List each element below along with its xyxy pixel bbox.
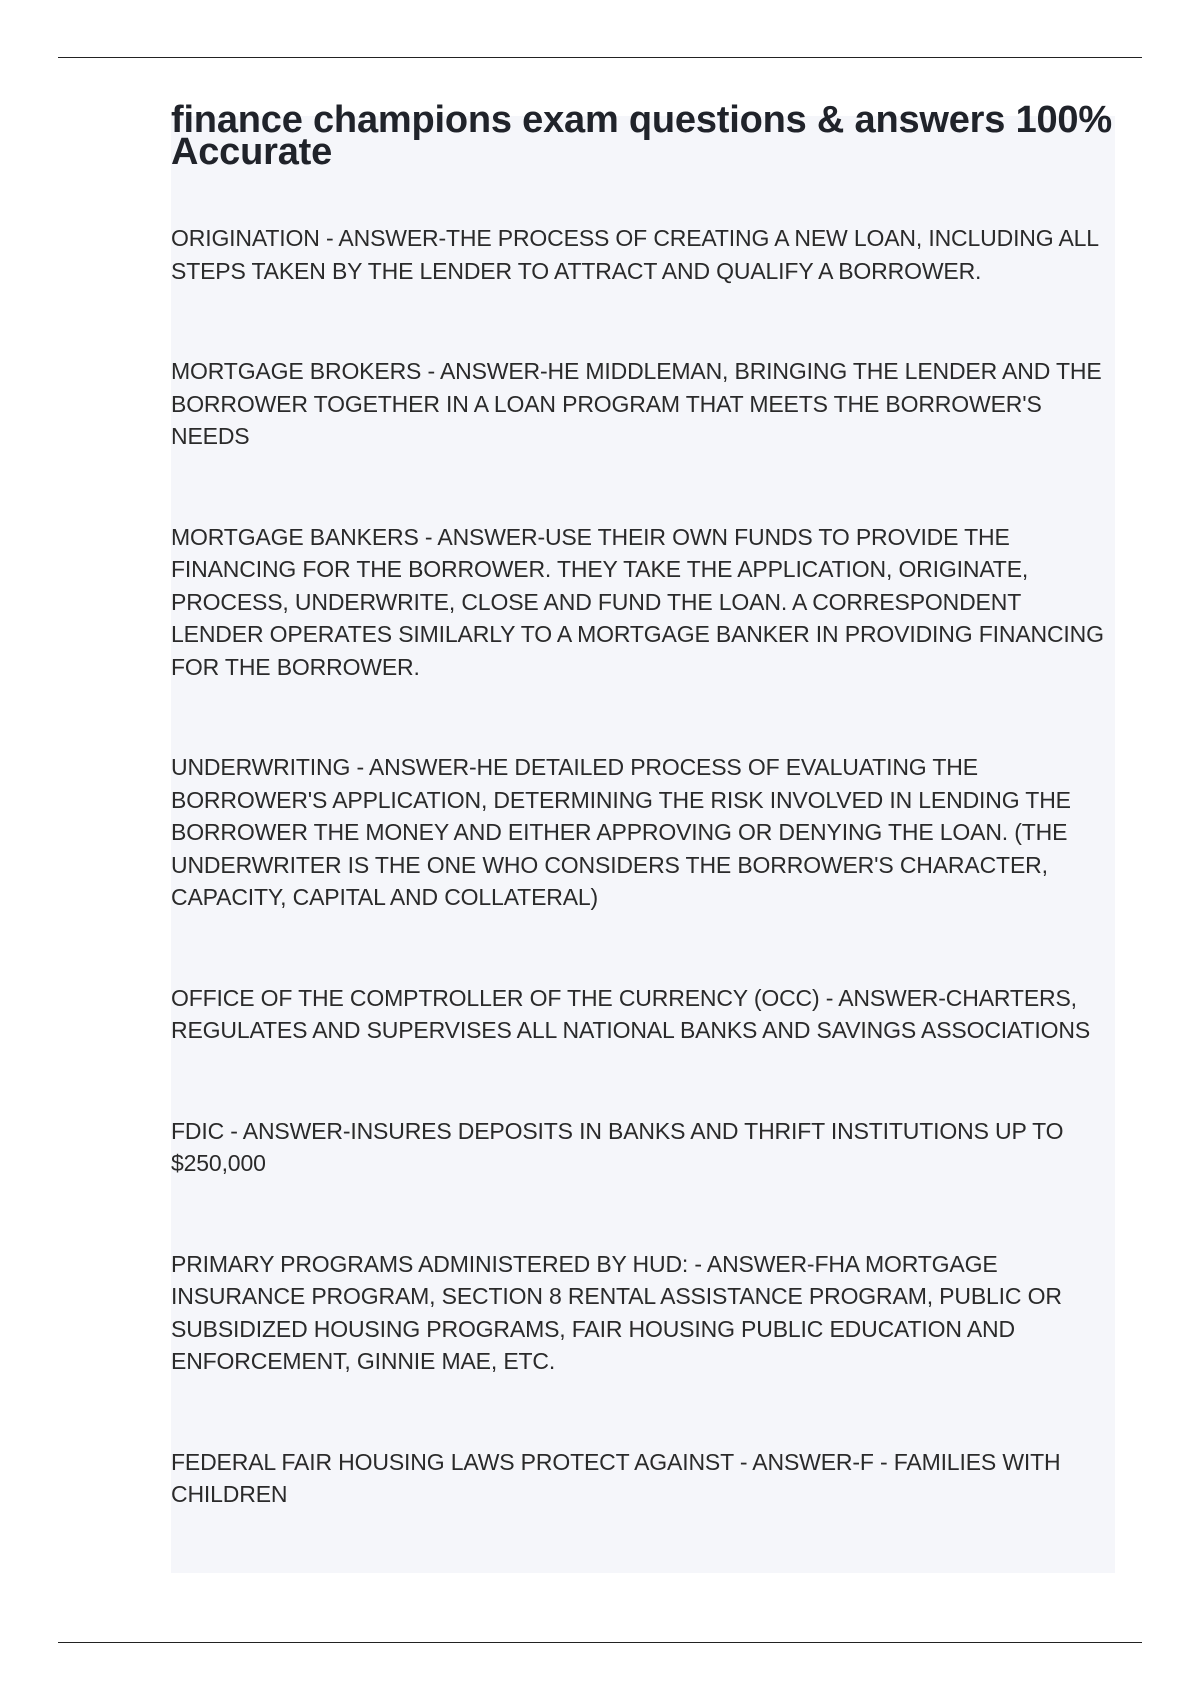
top-divider [58,57,1142,58]
qa-entry-underwriting: UNDERWRITING - ANSWER-HE DETAILED PROCESS OF EVALUATING THE BORROWER'S APPLICATION, DETERMINING THE RISK INVOLVED IN LENDING THE BORROWER THE MONEY AND EITHER APPROVING OR DENYING THE LOAN. (THE UNDERWRITER IS THE ONE WHO CONSIDERS THE BORROWER'S CHARACTER, CAPACITY, CAPITAL AND COLLATERAL) [171,754,1071,910]
qa-list [171,222,1115,1511]
qa-entry-origination: ORIGINATION - ANSWER-THE PROCESS OF CREATING A NEW LOAN, INCLUDING ALL STEPS TAKEN BY THE LENDER TO ATTRACT AND QUALIFY A BORROWER. [171,225,1099,284]
qa-entry-fair-housing: FEDERAL FAIR HOUSING LAWS PROTECT AGAINST - ANSWER-F - FAMILIES WITH CHILDREN [171,1448,1061,1507]
qa-entry-mortgage-brokers: MORTGAGE BROKERS - ANSWER-HE MIDDLEMAN, BRINGING THE LENDER AND THE BORROWER TOGETHER IN A LOAN PROGRAM THAT MEETS THE BORROWER'S NEEDS [171,358,1102,449]
qa-entry-fdic: FDIC - ANSWER-INSURES DEPOSITS IN BANKS AND THRIFT INSTITUTIONS UP TO $250,000 [171,1117,1064,1176]
qa-entry-hud-programs: PRIMARY PROGRAMS ADMINISTERED BY HUD: - ANSWER-FHA MORTGAGE INSURANCE PROGRAM, SECTION 8 RENTAL ASSISTANCE PROGRAM, PUBLIC OR SUBSIDIZED HOUSING PROGRAMS, FAIR HOUSING PUBLIC EDUCATION AND ENFORCEMENT, GINNIE MAE, ETC. [171,1250,1062,1374]
qa-entry-occ: OFFICE OF THE COMPTROLLER OF THE CURRENCY (OCC) - ANSWER-CHARTERS, REGULATES AND SUPERVISES ALL NATIONAL BANKS AND SAVINGS ASSOCIATIONS [171,984,1091,1043]
bottom-divider [58,1642,1142,1643]
document-body [171,99,1115,1511]
document-title: finance champions exam questions & answers 100% Accurate [171,99,1112,173]
qa-entry-mortgage-bankers: MORTGAGE BANKERS - ANSWER-USE THEIR OWN FUNDS TO PROVIDE THE FINANCING FOR THE BORROWER. THEY TAKE THE APPLICATION, ORIGINATE, PROCESS, UNDERWRITE, CLOSE AND FUND THE LOAN. A CORRESPONDENT LENDER OPERATES SIMILARLY TO A MORTGAGE BANKER IN PROVIDING FINANCING FOR THE BORROWER. [171,523,1104,680]
